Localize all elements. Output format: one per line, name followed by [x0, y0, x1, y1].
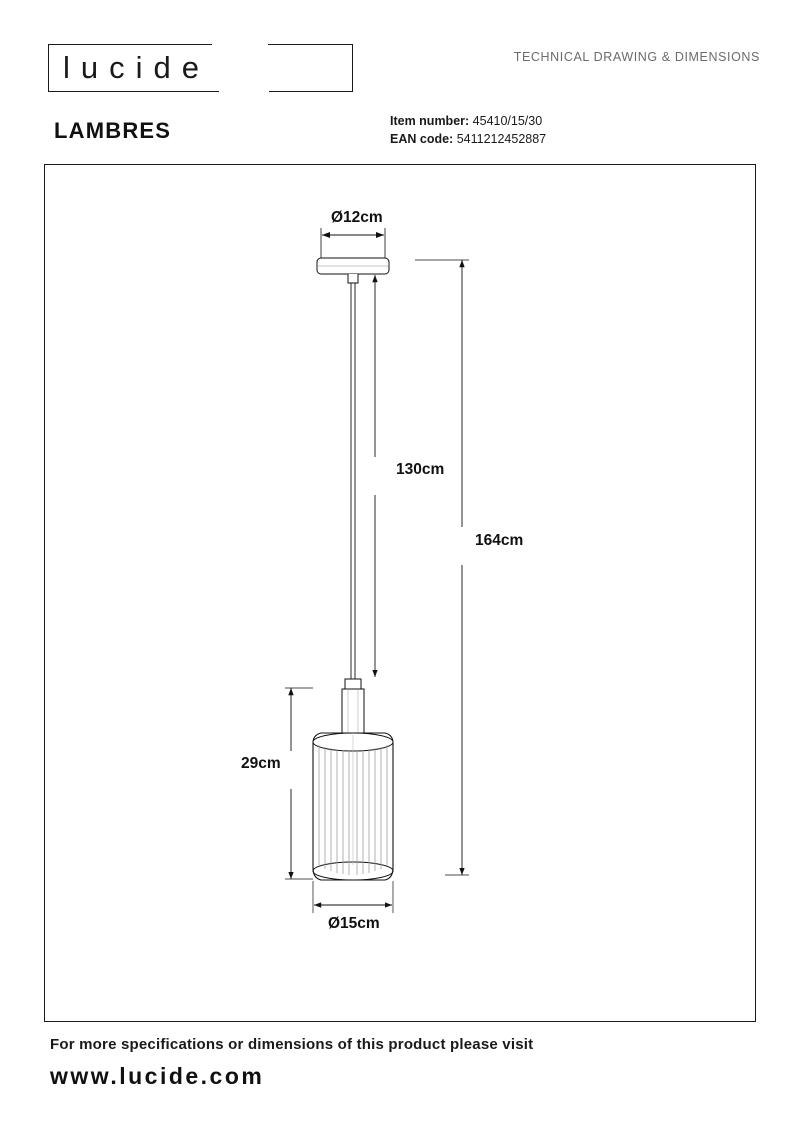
footer-website-link[interactable]: www.lucide.com — [50, 1063, 265, 1089]
item-number-value: 45410/15/30 — [472, 114, 543, 128]
technical-drawing — [45, 165, 757, 1023]
footer-text: For more specifications or dimensions of this product please visit — [50, 1036, 534, 1053]
ean-row — [390, 130, 546, 148]
brand-logo-text: lucide — [63, 50, 210, 85]
product-meta — [390, 112, 546, 148]
ean-label: EAN code: — [390, 132, 454, 146]
ean-value: 5411212452887 — [456, 132, 547, 146]
item-number-label: Item number: — [390, 114, 470, 128]
logo-frame-notch-bottom — [219, 81, 269, 95]
brand-logo — [48, 44, 353, 92]
dimension-label-shade-height: 29cm — [241, 755, 281, 772]
dimension-label-total-height: 164cm — [475, 532, 524, 549]
dimension-label-cord-length: 130cm — [396, 461, 445, 478]
page-title: LAMBRES — [54, 118, 172, 143]
technical-drawing-frame — [44, 164, 756, 1022]
dimension-label-top-diameter: Ø12cm — [331, 209, 383, 226]
document-header — [48, 42, 760, 102]
header-subtitle: TECHNICAL DRAWING & DIMENSIONS — [513, 50, 760, 64]
document-footer — [50, 1036, 762, 1090]
logo-frame-notch-top — [212, 43, 268, 57]
dimension-label-shade-diameter: Ø15cm — [328, 915, 380, 932]
title-row — [48, 112, 760, 152]
item-number-row — [390, 112, 546, 130]
